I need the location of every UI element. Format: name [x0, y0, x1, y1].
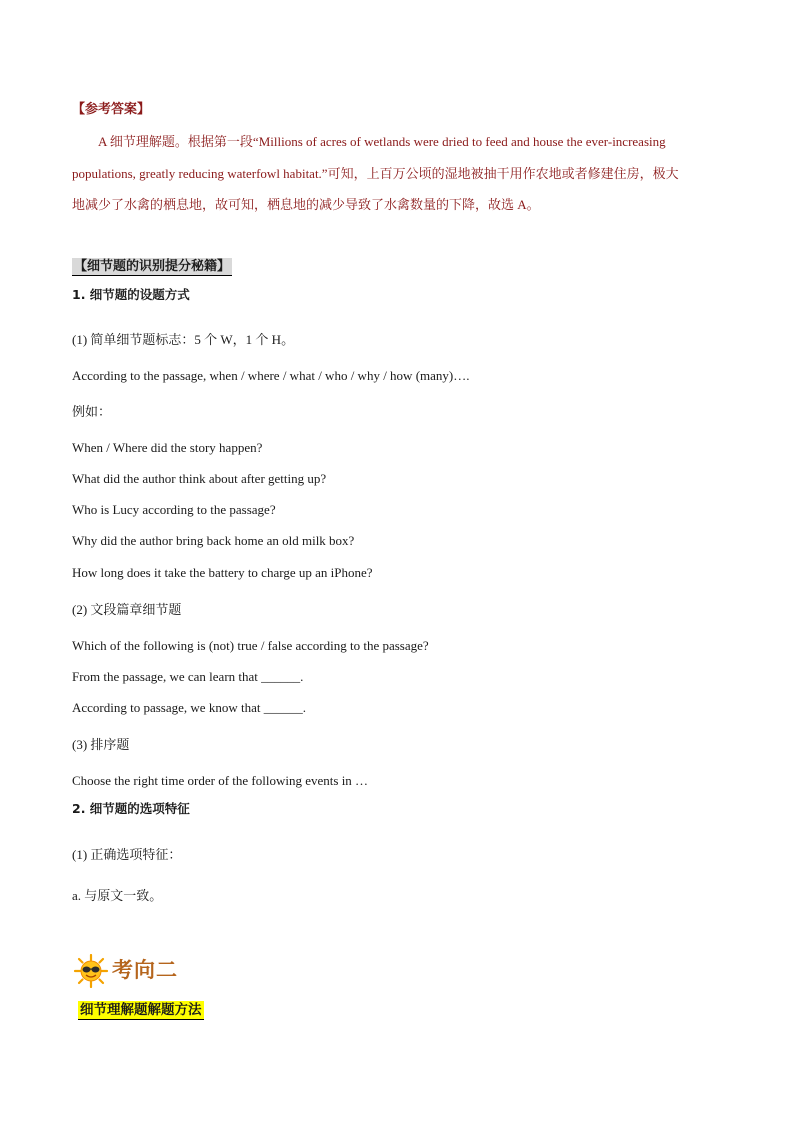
section1-sub3-text: Choose the right time order of the following events in …	[72, 773, 369, 788]
section1-sub2: (2) 文段篇章细节题	[72, 602, 182, 617]
section2-heading: 2. 细节题的选项特征	[72, 801, 190, 816]
section2-item-a: a. 与原文一致。	[72, 888, 163, 903]
answer-paragraph	[72, 126, 724, 221]
example-item: What did the author think about after getting up?	[72, 471, 327, 486]
sub2-item: Which of the following is (not) true / false according to the passage?	[72, 638, 429, 653]
section1-sub3: (3) 排序题	[72, 737, 130, 752]
tips-title: 【细节题的识别提分秘籍】	[74, 259, 231, 274]
method-title: 细节理解题解题方法	[80, 1002, 202, 1018]
example-item: Why did the author bring back home an old milk box?	[72, 533, 355, 548]
example-item: Who is Lucy according to the passage?	[72, 502, 276, 517]
answer-line-1: A 细节理解题。根据第一段“Millions of acres of wetlands were dried to feed and house the ever-increasing	[98, 134, 666, 149]
sub2-item: From the passage, we can learn that ______.	[72, 669, 304, 684]
answer-line-3: 地减少了水禽的栖息地，故可知，栖息地的减少导致了水禽数量的下降，故选 A。	[72, 197, 540, 212]
answer-line-2: populations, greatly reducing waterfowl habitat.”可知，上百万公顷的湿地被抽干用作农地或者修建住房，极大	[72, 165, 679, 181]
section1-heading: 1. 细节题的设题方式	[72, 287, 190, 302]
section2-sub1: (1) 正确选项特征：	[72, 847, 182, 862]
kaoxiang-heading: 考向二	[112, 957, 178, 982]
sun-sunglasses-icon	[72, 954, 110, 988]
sub2-item: According to passage, we know that ______.	[72, 700, 306, 715]
section1-sub1-text: According to the passage, when / where / what / who / why / how (many)….	[72, 368, 470, 383]
example-label: 例如：	[72, 404, 112, 419]
answer-heading: 【参考答案】	[72, 102, 151, 117]
example-item: When / Where did the story happen?	[72, 440, 263, 455]
example-item: How long does it take the battery to charge up an iPhone?	[72, 565, 373, 580]
section1-sub1: (1) 简单细节题标志：5 个 W，1 个 H。	[72, 332, 295, 347]
